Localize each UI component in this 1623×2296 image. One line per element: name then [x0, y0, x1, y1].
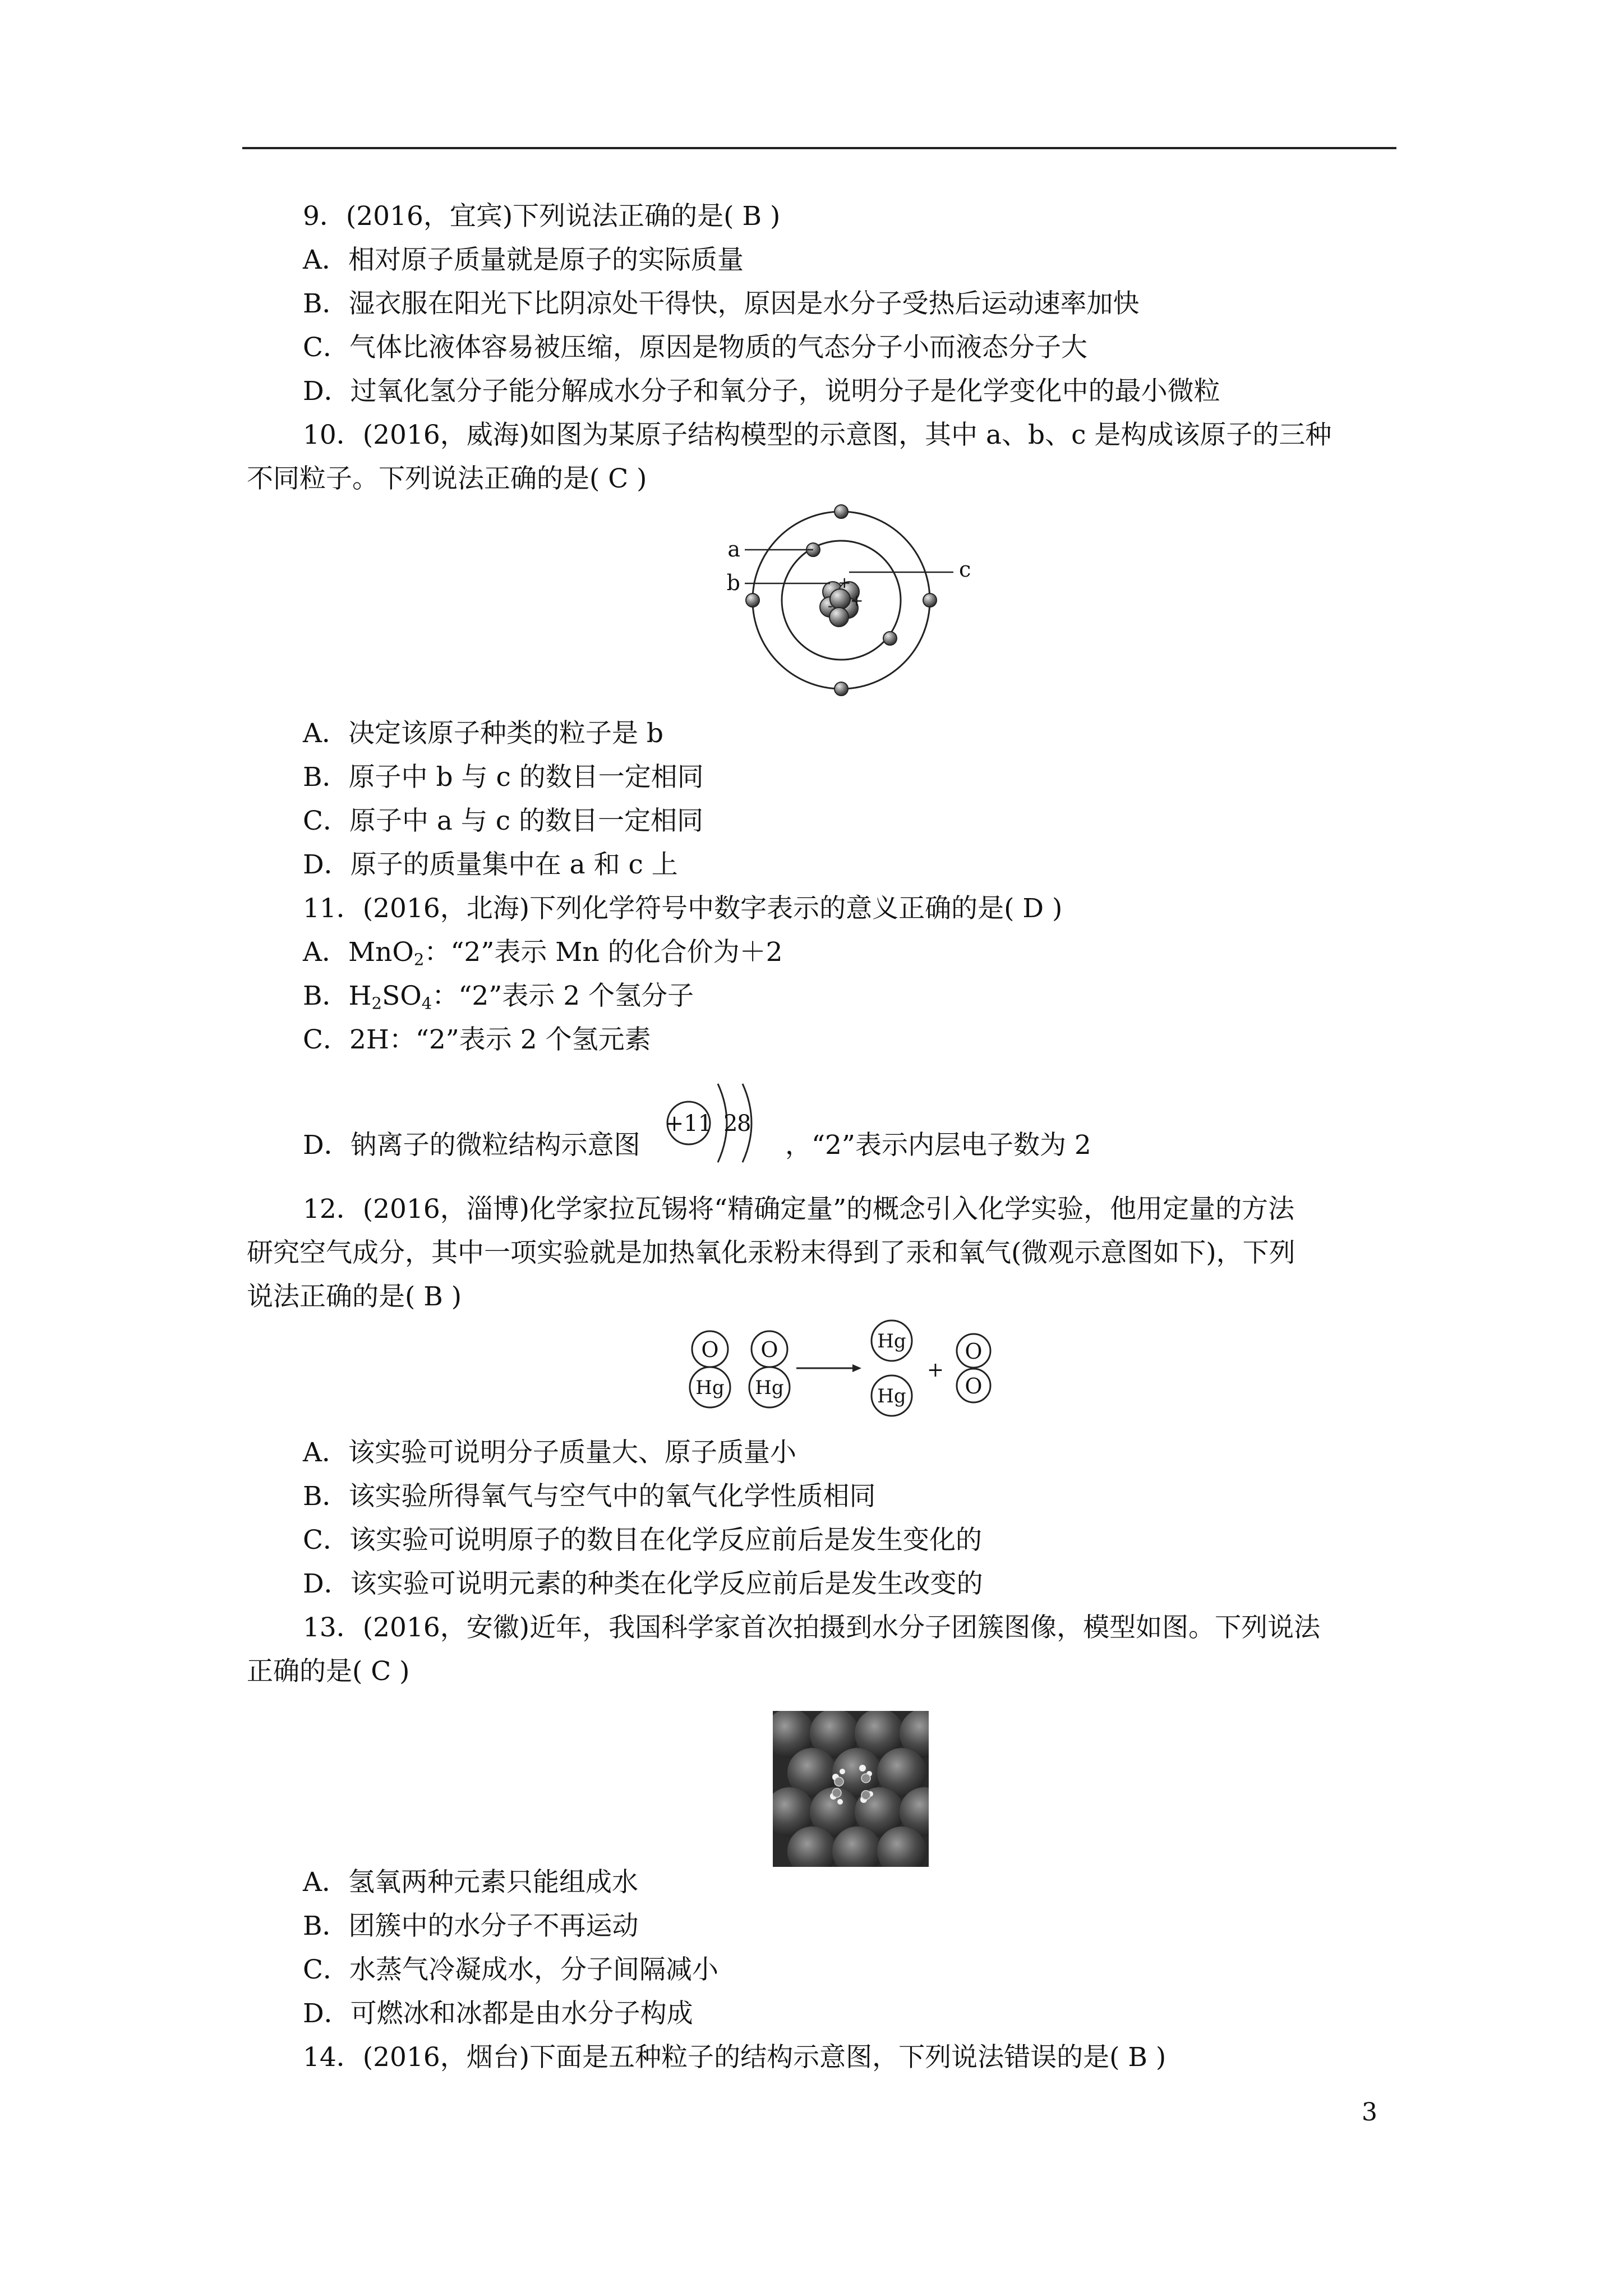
q13-option-c: C．水蒸气冷凝成水，分子间隔减小: [303, 1954, 718, 1985]
ion-shell1-label: 2: [723, 1111, 738, 1137]
q9-option-d: D．过氧化氢分子能分解成水分子和氧分子，说明分子是化学变化中的最小微粒: [303, 376, 1220, 407]
q13-stem-line2: 正确的是( C ): [247, 1656, 410, 1687]
q12-stem-line1: 12．(2016，淄博)化学家拉瓦锡将“精确定量”的概念引入化学实验，他用定量的方法: [303, 1194, 1295, 1225]
svg-text:O: O: [701, 1337, 719, 1362]
ion-shell2-label: 8: [737, 1111, 751, 1137]
header-rule: [242, 147, 1396, 149]
q9-stem: 9．(2016，宜宾)下列说法正确的是( B ): [303, 201, 781, 232]
svg-text:O: O: [965, 1339, 983, 1364]
q10-stem-line1: 10．(2016，威海)如图为某原子结构模型的示意图，其中 a、b、c 是构成该原子的三种: [303, 420, 1332, 450]
mercury-oxide-reaction-diagram: [684, 1318, 1009, 1430]
q10-stem-line2: 不同粒子。下列说法正确的是( C ): [247, 463, 647, 494]
q11-stem: 11．(2016，北海)下列化学符号中数字表示的意义正确的是( D ): [303, 893, 1063, 924]
q13-option-b: B．团簇中的水分子不再运动: [303, 1911, 639, 1941]
svg-text:Hg: Hg: [695, 1377, 725, 1399]
ion-nucleus-label: +11: [665, 1111, 713, 1137]
water-cluster-image: [773, 1711, 929, 1867]
q12-stem-line2: 研究空气成分，其中一项实验就是加热氧化汞粉末得到了汞和氧气(微观示意图如下)，下列: [247, 1237, 1295, 1268]
q11-option-d-pre: D．钠离子的微粒结构示意图: [303, 1130, 640, 1161]
svg-text:O: O: [760, 1337, 778, 1362]
svg-text:-: -: [828, 598, 833, 614]
atom-structure-diagram: [723, 494, 981, 729]
sodium-ion-diagram: [664, 1077, 787, 1167]
q10-option-a: A．决定该原子种类的粒子是 b: [303, 718, 663, 749]
q13-option-a: A．氢氧两种元素只能组成水: [303, 1867, 638, 1898]
label-c: c: [959, 557, 971, 582]
q10-option-c: C．原子中 a 与 c 的数目一定相同: [303, 806, 704, 836]
svg-text:+: +: [850, 591, 864, 610]
q13-stem-line1: 13．(2016，安徽)近年，我国科学家首次拍摄到水分子团簇图像，模型如图。下列说法: [303, 1612, 1321, 1643]
q12-option-a: A．该实验可说明分子质量大、原子质量小: [303, 1437, 796, 1468]
q12-stem-line3: 说法正确的是( B ): [247, 1281, 462, 1312]
page-number: 3: [1362, 2098, 1377, 2127]
svg-text:Hg: Hg: [755, 1377, 784, 1399]
svg-text:Hg: Hg: [877, 1385, 906, 1407]
q9-option-a: A．相对原子质量就是原子的实际质量: [303, 245, 744, 275]
svg-text:+: +: [838, 573, 851, 592]
q11-option-a: A．MnO$_2$：“2”表示 Mn 的化合价为＋2: [303, 937, 783, 969]
q13-option-d: D．可燃冰和冰都是由水分子构成: [303, 1998, 693, 2029]
q11-option-b: B．$H_2SO_4$：“2”表示 2 个氢分子: [303, 981, 694, 1013]
label-b: b: [726, 570, 740, 595]
q11-option-d-post: ，“2”表示内层电子数为 2: [785, 1130, 1091, 1161]
q14-stem: 14．(2016，烟台)下面是五种粒子的结构示意图，下列说法错误的是( B ): [303, 2042, 1166, 2073]
q9-option-c: C．气体比液体容易被压缩，原因是物质的气态分子小而液态分子大: [303, 332, 1087, 363]
q12-option-c: C．该实验可说明原子的数目在化学反应前后是发生变化的: [303, 1525, 982, 1556]
q9-option-b: B．湿衣服在阳光下比阴凉处干得快，原因是水分子受热后运动速率加快: [303, 288, 1140, 319]
svg-text:O: O: [965, 1374, 983, 1398]
svg-text:+: +: [926, 1359, 944, 1382]
q12-option-b: B．该实验所得氧气与空气中的氧气化学性质相同: [303, 1481, 876, 1512]
label-a: a: [727, 537, 740, 562]
q12-option-d: D．该实验可说明元素的种类在化学反应前后是发生改变的: [303, 1568, 983, 1599]
q10-option-d: D．原子的质量集中在 a 和 c 上: [303, 849, 678, 880]
q10-option-b: B．原子中 b 与 c 的数目一定相同: [303, 762, 704, 793]
nucleus-icon: [820, 573, 863, 627]
svg-text:Hg: Hg: [877, 1330, 906, 1352]
q11-option-c: C．2H：“2”表示 2 个氢元素: [303, 1024, 651, 1055]
